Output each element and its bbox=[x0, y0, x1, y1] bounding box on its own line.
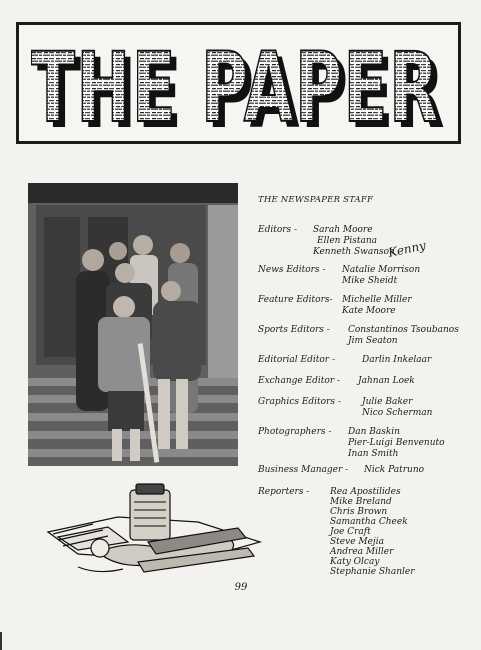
role-names bbox=[358, 376, 415, 387]
role-names bbox=[342, 295, 412, 317]
staff-name: Ellen Pistana bbox=[317, 236, 378, 246]
staff-name: Stephanie Shanler bbox=[330, 567, 415, 577]
staff-name: Mike Breland bbox=[330, 497, 392, 507]
role-names bbox=[313, 225, 395, 258]
role-names bbox=[348, 427, 445, 460]
role-label: Exchange Editor - bbox=[258, 376, 341, 386]
role-names bbox=[330, 487, 415, 577]
staff-name: Constantinos Tsoubanos bbox=[348, 325, 459, 335]
role-names bbox=[364, 465, 424, 476]
scan-edge-mark bbox=[0, 632, 2, 650]
staff-heading: THE NEWSPAPER STAFF bbox=[258, 195, 374, 205]
staff-name: Nico Scherman bbox=[362, 408, 433, 418]
title-text: THE PAPER bbox=[31, 39, 440, 131]
staff-name: Sarah Moore bbox=[313, 225, 373, 235]
role-names bbox=[342, 265, 420, 287]
title-shadow: THE PAPER bbox=[37, 39, 446, 131]
staff-photo bbox=[28, 183, 238, 466]
role-label: Sports Editors - bbox=[258, 325, 330, 335]
role-label: News Editors - bbox=[258, 265, 326, 275]
staff-name: Julie Baker bbox=[362, 397, 413, 407]
staff-name: Joe Craft bbox=[330, 527, 371, 537]
staff-name: Darlin Inkelaar bbox=[362, 355, 432, 365]
staff-name: Michelle Miller bbox=[342, 295, 412, 305]
staff-name: Steve Mejia bbox=[330, 537, 384, 547]
staff-name: Chris Brown bbox=[330, 507, 388, 517]
staff-name: Inan Smith bbox=[348, 449, 399, 459]
staff-name: Kate Moore bbox=[342, 306, 396, 316]
staff-name: Kenneth Swanson bbox=[313, 247, 395, 257]
staff-name: Dan Baskin bbox=[348, 427, 400, 437]
desk-sketch-illustration bbox=[38, 482, 270, 584]
role-names bbox=[348, 325, 459, 347]
staff-name: Nick Patruno bbox=[364, 465, 425, 475]
staff-name: Jim Seaton bbox=[348, 336, 398, 346]
role-label: Feature Editors- bbox=[258, 295, 333, 305]
staff-name: Pier-Luigi Benvenuto bbox=[348, 438, 445, 448]
staff-name: Jahnan Loek bbox=[358, 376, 415, 386]
role-names bbox=[362, 355, 431, 366]
staff-name: Andrea Miller bbox=[330, 547, 394, 557]
staff-name: Rea Apostilides bbox=[330, 487, 401, 497]
staff-name: Katy Olcay bbox=[330, 557, 380, 567]
role-label: Photographers - bbox=[258, 427, 332, 437]
role-label: Business Manager - bbox=[258, 465, 349, 475]
role-label: Editors - bbox=[258, 225, 298, 235]
staff-name: Natalie Morrison bbox=[342, 265, 421, 275]
role-names bbox=[362, 397, 432, 419]
role-label: Graphics Editors - bbox=[258, 397, 341, 407]
staff-name: Mike Sheidt bbox=[342, 276, 398, 286]
staff-name: Samantha Cheek bbox=[330, 517, 408, 527]
title-graphic bbox=[31, 39, 452, 131]
page-number: 99 bbox=[234, 582, 248, 593]
role-label: Editorial Editor - bbox=[258, 355, 335, 365]
handwritten-signature: Kenny bbox=[386, 238, 428, 260]
role-label: Reporters - bbox=[258, 487, 310, 497]
title-banner bbox=[16, 22, 461, 144]
